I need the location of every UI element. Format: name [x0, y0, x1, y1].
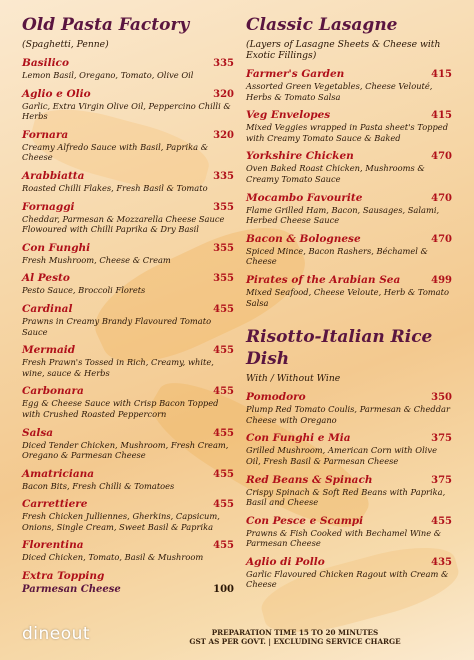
menu-item-header: [246, 432, 452, 445]
menu-item-price: 350: [431, 392, 452, 404]
menu-item-header: [22, 57, 234, 70]
menu-item-header: [246, 274, 452, 287]
menu-item-name: Basilico: [22, 57, 69, 69]
extra-topping-row: [22, 583, 234, 596]
menu-item-name: Salsa: [22, 426, 54, 439]
menu-item-description: Prawns in Creamy Brandy Flavoured Tomato Sauce: [22, 315, 212, 337]
section-title-risotto: Risotto-Italian Rice Dish: [246, 327, 433, 370]
menu-item-price: 335: [213, 170, 234, 182]
menu-item-price: 455: [213, 427, 234, 439]
menu-item-header: [246, 68, 452, 81]
menu-item: [22, 539, 234, 563]
menu-item: [246, 68, 452, 102]
menu-item-name: Con Funghi e Mia: [246, 432, 351, 445]
menu-item-price: 415: [431, 69, 452, 80]
menu-item: [22, 344, 234, 378]
menu-item-header: [246, 474, 452, 487]
menu-item-price: 435: [431, 556, 452, 568]
menu-item-name: Al Pesto: [22, 272, 70, 285]
extra-topping-name: Parmesan Cheese: [22, 584, 121, 596]
menu-item-description: Assorted Green Vegetables, Cheese Velouté, Herbs & Tomato Salsa: [246, 81, 433, 102]
menu-item-price: 470: [431, 151, 452, 163]
menu-item-name: Con Pesce e Scampi: [246, 514, 364, 527]
menu-item-price: 455: [213, 499, 234, 511]
menu-item-price: 355: [213, 242, 234, 254]
menu-item-header: [22, 385, 234, 398]
menu-item-name: Carbonara: [22, 385, 84, 398]
menu-item-description: Diced Tender Chicken, Mushroom, Fresh Cream, Oregano & Parmesan Cheese: [22, 439, 229, 461]
menu-item-price: 470: [431, 233, 452, 245]
section-title-lasagne: Classic Lasagne: [246, 15, 398, 35]
menu-item-price: 375: [431, 474, 452, 486]
menu-item-header: [246, 515, 452, 528]
menu-item-description: Garlic Flavoured Chicken Ragout with Cream & Cheese: [246, 568, 449, 590]
menu-item-header: [22, 201, 234, 214]
menu-item-price: 320: [213, 88, 234, 100]
menu-item-header: [22, 272, 234, 285]
menu-item-header: [246, 556, 452, 569]
menu-item-name: Bacon & Bolognese: [246, 232, 361, 245]
menu-item-name: Pomodoro: [246, 391, 306, 404]
menu-item: [22, 57, 234, 81]
section-subtitle-risotto: With / Without Wine: [246, 373, 341, 385]
menu-item-name: Pirates of the Arabian Sea: [246, 273, 401, 286]
menu-item-name: Cardinal: [22, 302, 73, 315]
menu-item-description: Crispy Spinach & Soft Red Beans with Paprika, Basil and Cheese: [246, 486, 446, 508]
menu-item: [22, 498, 234, 532]
menu-item-header: [22, 242, 234, 255]
extra-topping: [22, 570, 234, 596]
menu-item-price: 499: [431, 274, 452, 286]
menu-item-description: Roasted Chilli Flakes, Fresh Basil & Tomato: [22, 182, 208, 193]
menu-item: [246, 391, 452, 425]
menu-item-description: Garlic, Extra Virgin Olive Oil, Peppercino Chilli & Herbs: [22, 100, 231, 122]
menu-item-description: Oven Baked Roast Chicken, Mushrooms & Creamy Tomato Sauce: [246, 163, 425, 184]
menu-item: [22, 170, 234, 194]
menu-item: [246, 556, 452, 590]
menu-item-name: Mocambo Favourite: [246, 191, 363, 204]
menu-item-name: Fornara: [22, 128, 69, 141]
dineout-logo: dineout: [22, 624, 91, 644]
menu-item-header: [246, 233, 452, 246]
menu-item: [22, 427, 234, 461]
section-subtitle-lasagne: (Layers of Lasagne Sheets & Cheese with Exotic Fillings): [246, 39, 441, 61]
menu-item-header: [246, 109, 452, 122]
menu-item-header: [246, 192, 452, 205]
menu-item-price: 455: [213, 468, 234, 480]
menu-item-price: 455: [213, 386, 234, 398]
lasagne-risotto-column: [246, 14, 452, 590]
menu-item-description: Fresh Chicken Julliennes, Gherkins, Capsicum, Onions, Single Cream, Sweet Basil & Paprika: [22, 511, 220, 532]
menu-item-price: 455: [213, 540, 234, 552]
menu-item-description: Fresh Mushroom, Cheese & Cream: [22, 254, 171, 265]
menu-item-header: [22, 303, 234, 316]
menu-item-name: Amatriciana: [22, 467, 95, 480]
menu-item: [22, 303, 234, 337]
menu-item-description: Creamy Alfredo Sauce with Basil, Paprika & Cheese: [22, 141, 209, 163]
menu-item-description: Bacon Bits, Fresh Chilli & Tomatoes: [22, 480, 175, 491]
menu-item-price: 355: [213, 273, 234, 285]
risotto-item-list: [246, 391, 452, 590]
menu-item-description: Egg & Cheese Sauce with Crisp Bacon Topped with Crushed Roasted Peppercorn: [22, 398, 219, 419]
menu-item-price: 320: [213, 129, 234, 141]
menu-item-name: Arabbiatta: [22, 169, 85, 182]
menu-item-price: 355: [213, 201, 234, 213]
menu-item: [246, 432, 452, 466]
menu-item-name: Farmer's Garden: [246, 68, 345, 80]
menu-item-description: Prawns & Fish Cooked with Bechamel Wine & Parmesan Cheese: [246, 527, 442, 549]
menu-item: [246, 109, 452, 143]
menu-item-header: [22, 539, 234, 552]
menu-item-header: [22, 129, 234, 142]
menu-item: [246, 233, 452, 267]
menu-item-name: Yorkshire Chicken: [246, 150, 354, 163]
menu-item: [22, 272, 234, 296]
menu-item-header: [246, 150, 452, 163]
menu-item-header: [22, 170, 234, 183]
extra-topping-label: Extra Topping: [22, 570, 105, 583]
menu-item: [246, 192, 452, 226]
menu-item-header: [22, 88, 234, 101]
menu-item: [22, 242, 234, 266]
menu-item-price: 455: [213, 303, 234, 315]
footer-note: [140, 628, 450, 646]
menu-item-description: Mixed Seafood, Cheese Veloute, Herb & Tomato Salsa: [246, 286, 449, 308]
pasta-column: [22, 14, 234, 596]
menu-item: [22, 88, 234, 122]
menu-item-header: [246, 391, 452, 404]
menu-item-header: [22, 468, 234, 481]
menu-item-name: Con Funghi: [22, 241, 91, 254]
lasagne-item-list: [246, 68, 452, 308]
menu-item-name: Red Beans & Spinach: [246, 473, 373, 486]
menu-item: [22, 129, 234, 163]
menu-item-price: 455: [431, 515, 452, 527]
menu-item-description: Diced Chicken, Tomato, Basil & Mushroom: [22, 552, 204, 563]
menu-item-description: Cheddar, Parmesan & Mozzarella Cheese Sauce Flowoured with Chilli Paprika & Dry Basil: [22, 213, 225, 235]
footer-line-gst: GST AS PER GOVT. | EXCLUDING SERVICE CHARGE: [189, 637, 401, 646]
menu-item-price: 455: [213, 345, 234, 357]
menu-item-description: Grilled Mushroom, American Corn with Olive Oil, Fresh Basil & Parmesan Cheese: [246, 445, 437, 466]
menu-item-description: Fresh Prawn's Tossed in Rich, Creamy, white, wine, sauce & Herbs: [22, 357, 214, 378]
pasta-item-list: [22, 57, 234, 563]
menu-item-price: 415: [431, 110, 452, 122]
menu-item: [246, 150, 452, 184]
menu-item-header: [22, 427, 234, 440]
menu-item-description: Spiced Mince, Bacon Rashers, Béchamel & Cheese: [246, 245, 428, 267]
section-title-pasta: Old Pasta Factory: [22, 15, 190, 35]
menu-item: [246, 515, 452, 549]
menu-item-header: [22, 344, 234, 357]
menu-item-name: Florentina: [22, 539, 84, 552]
menu-item: [246, 274, 452, 308]
menu-item-name: Aglio e Olio: [22, 87, 91, 100]
menu-item-header: [22, 498, 234, 511]
menu-item: [246, 474, 452, 508]
menu-item-name: Fornaggi: [22, 200, 75, 213]
menu-item-name: Veg Envelopes: [246, 109, 331, 122]
risotto-section: [246, 326, 452, 590]
section-subtitle-pasta: (Spaghetti, Penne): [22, 39, 109, 50]
extra-topping-price: 100: [213, 584, 234, 596]
menu-item-name: Aglio di Pollo: [246, 555, 325, 568]
menu-item: [22, 468, 234, 492]
footer-line-preparation: PREPARATION TIME 15 TO 20 MINUTES: [211, 628, 379, 637]
menu-item: [22, 201, 234, 235]
menu-item-price: 375: [431, 433, 452, 445]
menu-item: [22, 385, 234, 419]
menu-item-description: Mixed Veggies wrapped in Pasta sheet's Topped with Creamy Tomato Sauce & Baked: [246, 122, 449, 143]
menu-item-name: Mermaid: [22, 344, 76, 357]
menu-item-description: Plump Red Tomato Coulis, Parmesan & Cheddar Cheese with Oregano: [246, 404, 450, 425]
menu-item-description: Flame Grilled Ham, Bacon, Sausages, Salami, Herbed Cheese Sauce: [246, 204, 440, 226]
menu-item-description: Lemon Basil, Oregano, Tomato, Olive Oil: [22, 70, 194, 80]
menu-item-price: 470: [431, 192, 452, 204]
menu-item-name: Carrettiere: [22, 498, 88, 511]
menu-item-price: 335: [213, 58, 234, 69]
menu-item-description: Pesto Sauce, Broccoli Florets: [22, 285, 146, 296]
